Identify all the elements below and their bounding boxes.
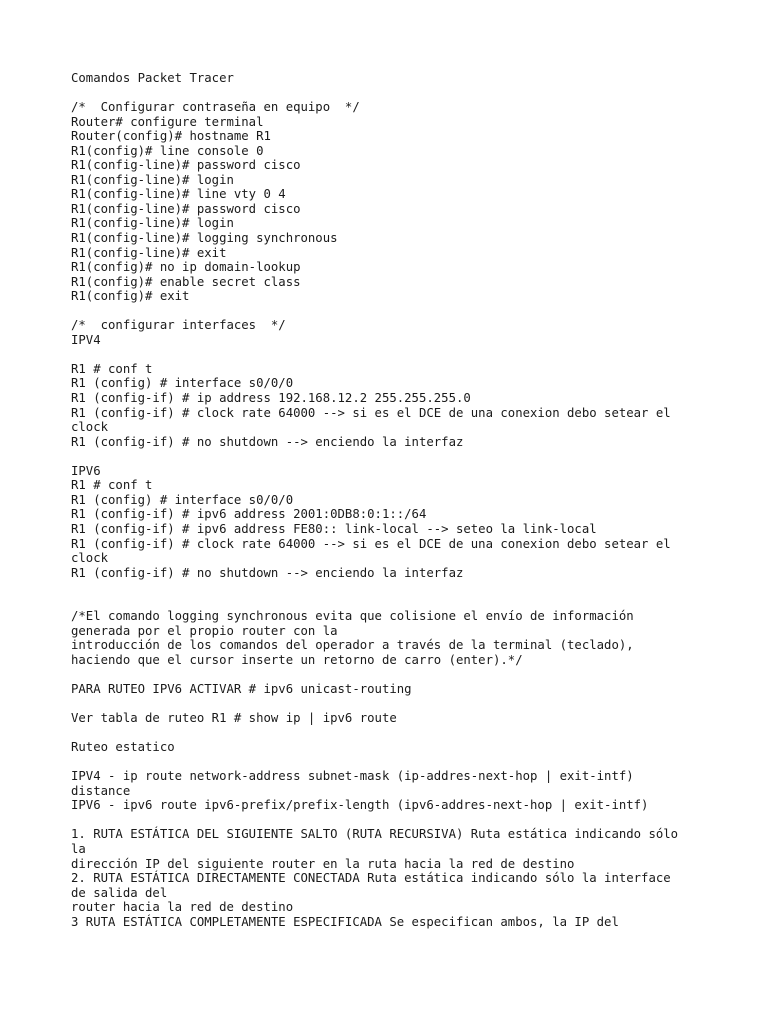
text-line: R1(config-line)# exit xyxy=(71,245,227,260)
text-line: R1(config)# line console 0 xyxy=(71,143,264,158)
text-line: IPV4 xyxy=(71,332,101,347)
text-line: haciendo que el cursor inserte un retorno de carro (enter).*/ xyxy=(71,652,523,667)
text-line: de salida del xyxy=(71,885,168,900)
blank-line xyxy=(71,86,711,101)
text-line: PARA RUTEO IPV6 ACTIVAR # ipv6 unicast-routing xyxy=(71,681,412,696)
blank-line xyxy=(71,813,711,828)
text-line: Comandos Packet Tracer xyxy=(71,71,234,85)
blank-line xyxy=(71,595,711,610)
text-line: 3 RUTA ESTÁTICA COMPLETAMENTE ESPECIFICADA Se especifican ambos, la IP del xyxy=(71,914,619,929)
text-line: R1 (config-if) # no shutdown --> enciendo la interfaz xyxy=(71,434,464,449)
text-line: Ruteo estatico xyxy=(71,740,175,755)
text-line: IPV6 xyxy=(71,463,101,478)
text-line: R1 (config-if) # no shutdown --> enciendo la interfaz xyxy=(71,565,464,580)
text-line: introducción de los comandos del operador a través de la terminal (teclado), xyxy=(71,638,634,653)
text-line: 2. RUTA ESTÁTICA DIRECTAMENTE CONECTADA Ruta estática indicando sólo la interface xyxy=(71,871,671,886)
blank-line xyxy=(71,304,711,319)
text-line: R1(config-line)# logging synchronous xyxy=(71,231,338,246)
text-line: R1 (config) # interface s0/0/0 xyxy=(71,376,294,391)
document-page xyxy=(71,71,711,929)
text-line: dirección IP del siguiente router en la ruta hacia la red de destino xyxy=(71,856,575,871)
blank-line xyxy=(71,347,711,362)
blank-line xyxy=(71,726,711,741)
text-line: R1 (config-if) # clock rate 64000 --> si es el DCE de una conexion debo setear el xyxy=(71,536,671,551)
text-line: distance xyxy=(71,783,131,798)
text-line: Router(config)# hostname R1 xyxy=(71,129,271,144)
text-line: Router# configure terminal xyxy=(71,114,264,129)
text-line: /* Configurar contraseña en equipo */ xyxy=(71,100,360,115)
text-line: R1(config-line)# login xyxy=(71,172,234,187)
text-line: R1(config-line)# line vty 0 4 xyxy=(71,187,286,202)
blank-line xyxy=(71,449,711,464)
text-line: Ver tabla de ruteo R1 # show ip | ipv6 route xyxy=(71,711,397,726)
text-line: R1 # conf t xyxy=(71,478,153,493)
text-line: R1 (config) # interface s0/0/0 xyxy=(71,492,294,507)
blank-line xyxy=(71,697,711,712)
text-line: la xyxy=(71,841,86,856)
blank-line xyxy=(71,755,711,770)
text-line: R1(config)# no ip domain-lookup xyxy=(71,260,301,275)
text-line: R1(config-line)# password cisco xyxy=(71,158,301,173)
text-line: /*El comando logging synchronous evita que colisione el envío de información xyxy=(71,609,634,624)
text-line: R1(config)# enable secret class xyxy=(71,274,301,289)
text-line: R1(config-line)# password cisco xyxy=(71,201,301,216)
text-line: R1 (config-if) # ipv6 address 2001:0DB8:0:1::/64 xyxy=(71,507,427,522)
text-line: R1 (config-if) # ip address 192.168.12.2 255.255.255.0 xyxy=(71,391,471,406)
text-line: generada por el propio router con la xyxy=(71,623,338,638)
text-line: clock xyxy=(71,420,109,435)
text-line: R1 (config-if) # clock rate 64000 --> si es el DCE de una conexion debo setear el xyxy=(71,405,671,420)
text-line: clock xyxy=(71,551,109,566)
text-line: R1(config)# exit xyxy=(71,289,190,304)
text-line: R1 (config-if) # ipv6 address FE80:: link-local --> seteo la link-local xyxy=(71,521,597,536)
text-line: 1. RUTA ESTÁTICA DEL SIGUIENTE SALTO (RUTA RECURSIVA) Ruta estática indicando sólo xyxy=(71,827,679,842)
text-line: R1 # conf t xyxy=(71,361,153,376)
text-line: router hacia la red de destino xyxy=(71,900,294,915)
text-line: R1(config-line)# login xyxy=(71,216,234,231)
text-line: IPV6 - ipv6 route ipv6-prefix/prefix-length (ipv6-addres-next-hop | exit-intf) xyxy=(71,798,649,813)
text-line: IPV4 - ip route network-address subnet-mask (ip-addres-next-hop | exit-intf) xyxy=(71,769,634,784)
blank-line xyxy=(71,580,711,595)
blank-line xyxy=(71,667,711,682)
text-line: /* configurar interfaces */ xyxy=(71,318,286,333)
